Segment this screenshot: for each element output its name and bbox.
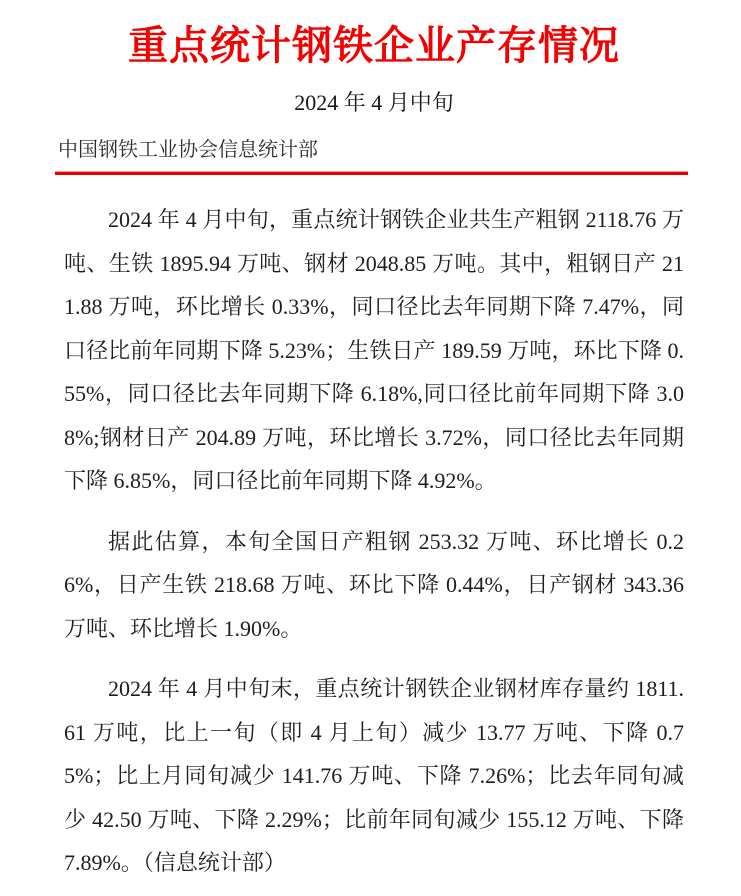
document-body — [64, 198, 684, 885]
paragraph-steel-inventory: 2024 年 4 月中旬末，重点统计钢铁企业钢材库存量约 1811.61 万吨，比上一旬（即 4 月上旬）减少 13.77 万吨、下降 0.75%；比上月同旬减少 141.76 万吨、下降 7.26%；比去年同旬减少 42.50 万吨、下降 2.29%；比前年同旬减少 155.12 万吨、下降 7.89%。（信息统计部） — [64, 676, 684, 876]
document-subtitle-date: 2024 年 4 月中旬 — [294, 89, 454, 115]
red-divider-rule — [55, 171, 688, 175]
paragraph-key-enterprise-production: 2024 年 4 月中旬，重点统计钢铁企业共生产粗钢 2118.76 万吨、生铁 1895.94 万吨、钢材 2048.85 万吨。其中，粗钢日产 211.88 万吨，环比增长 0.33%，同口径比去年同期下降 7.47%，同口径比前年同期下降 5.23%；生铁日产 189.59 万吨，环比下降 0.55%，同口径比去年同期下降 6.18%,同口径比前年同期下降 3.08%;钢材日产 204.89 万吨，环比增长 3.72%，同口径比去年同期下降 6.85%，同口径比前年同期下降 4.92%。 — [64, 207, 684, 494]
paragraph-national-daily-estimate: 据此估算，本旬全国日产粗钢 253.32 万吨、环比增长 0.26%，日产生铁 218.68 万吨、环比下降 0.44%，日产钢材 343.36 万吨、环比增长 1.90%。 — [64, 528, 684, 641]
document-title: 重点统计钢铁企业产存情况 — [128, 23, 620, 68]
department-byline: 中国钢铁工业协会信息统计部 — [58, 139, 318, 162]
